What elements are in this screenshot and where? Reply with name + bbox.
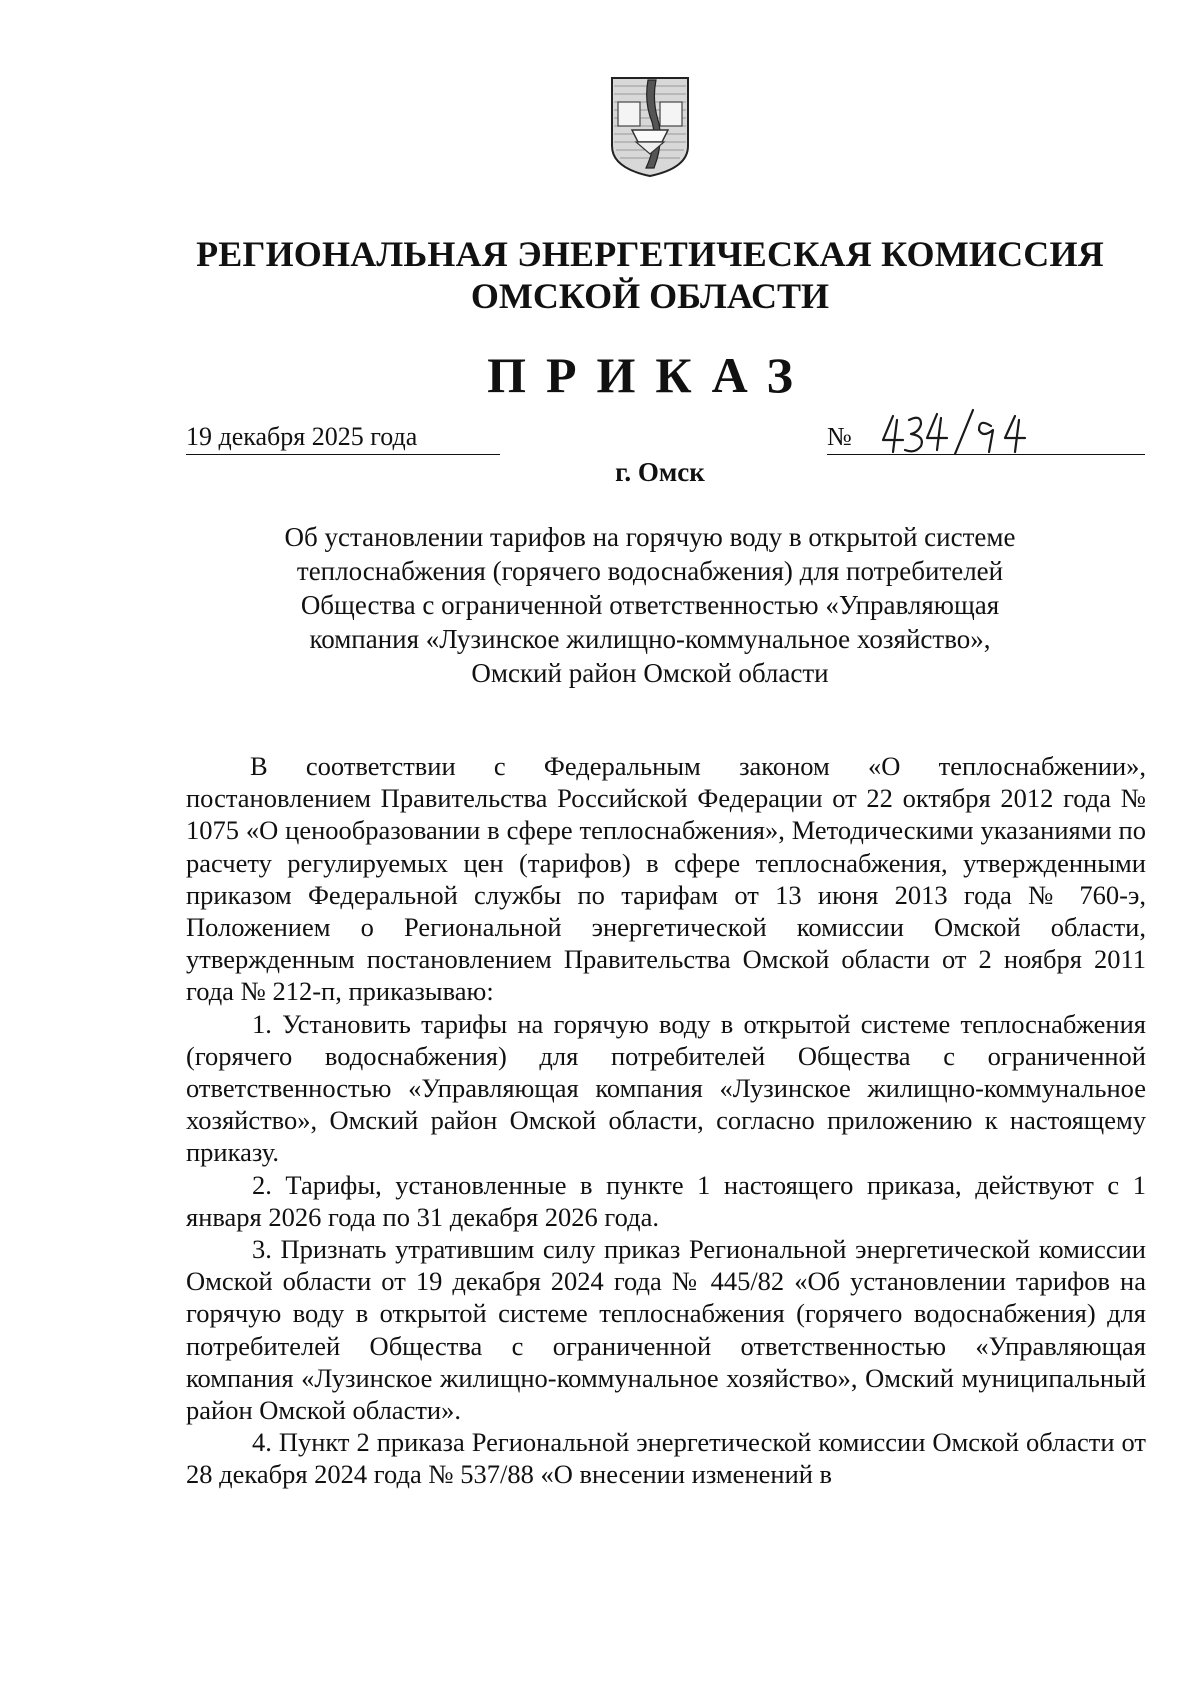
order-item-4: 4. Пункт 2 приказа Региональной энергетической комиссии Омской области от 28 декабря 2024 года № 537/88 «О внесении изменений в [186, 1427, 1146, 1490]
subject-line: Об установлении тарифов на горячую воду в открытой системе [284, 522, 1016, 552]
organization-name-line2: ОМСКОЙ ОБЛАСТИ [470, 276, 830, 316]
city-name: г. Омск [615, 457, 705, 487]
order-item-3: 3. Признать утратившим силу приказ Региональной энергетической комиссии Омской области от 19 декабря 2024 года № 445/82 «Об установлении тарифов на горячую воду в открытой системе теплоснабжения (горячего водоснабжения) для потребителей Общества с ограниченной ответственностью «Управляющая компания «Лузинское жилищно-коммунальное хозяйство», Омский муниципальный район Омской области». [186, 1234, 1146, 1426]
order-subject [240, 520, 1060, 690]
organization-name-line1: РЕГИОНАЛЬНАЯ ЭНЕРГЕТИЧЕСКАЯ КОМИССИЯ [196, 234, 1104, 274]
subject-line: компания «Лузинское жилищно-коммунальное хозяйство», [309, 624, 991, 654]
order-item-2: 2. Тарифы, установленные в пункте 1 настоящего приказа, действуют с 1 января 2026 года по 31 декабря 2026 года. [186, 1169, 1146, 1232]
preamble-paragraph: В соответствии с Федеральным законом «О теплоснабжении», постановлением Правительства Российской Федерации от 22 октября 2012 года № 1075 «О ценообразовании в сфере теплоснабжения», Методическими указаниями по расчету регулируемых цен (тарифов) в сфере теплоснабжения, утвержденными приказом Федеральной службы по тарифам от 13 июня 2013 года № 760-э, Положением о Региональной энергетической комиссии Омской области, утвержденным постановлением Правительства Омской области от 2 ноября 2011 года № 212-п, приказываю: [186, 751, 1146, 1007]
document-type-title: ПРИКАЗ [487, 347, 813, 403]
number-sign: № [827, 422, 852, 451]
subject-line: Омский район Омской области [471, 658, 829, 688]
subject-line: Общества с ограниченной ответственностью «Управляющая [300, 590, 1000, 620]
document-number-line [827, 422, 1145, 455]
coat-of-arms-icon [608, 72, 692, 178]
order-item-1: 1. Установить тарифы на горячую воду в открытой системе теплоснабжения (горячего водоснабжения) для потребителей Общества с ограниченной ответственностью «Управляющая компания «Лузинское жилищно-коммунальное хозяйство», Омский район Омской области, согласно приложению к настоящему приказу. [186, 1008, 1146, 1168]
document-date: 19 декабря 2025 года [186, 422, 500, 455]
order-body [186, 750, 1146, 1491]
handwritten-number-434-94 [875, 408, 1055, 456]
subject-line: теплоснабжения (горячего водоснабжения) для потребителей [296, 556, 1004, 586]
